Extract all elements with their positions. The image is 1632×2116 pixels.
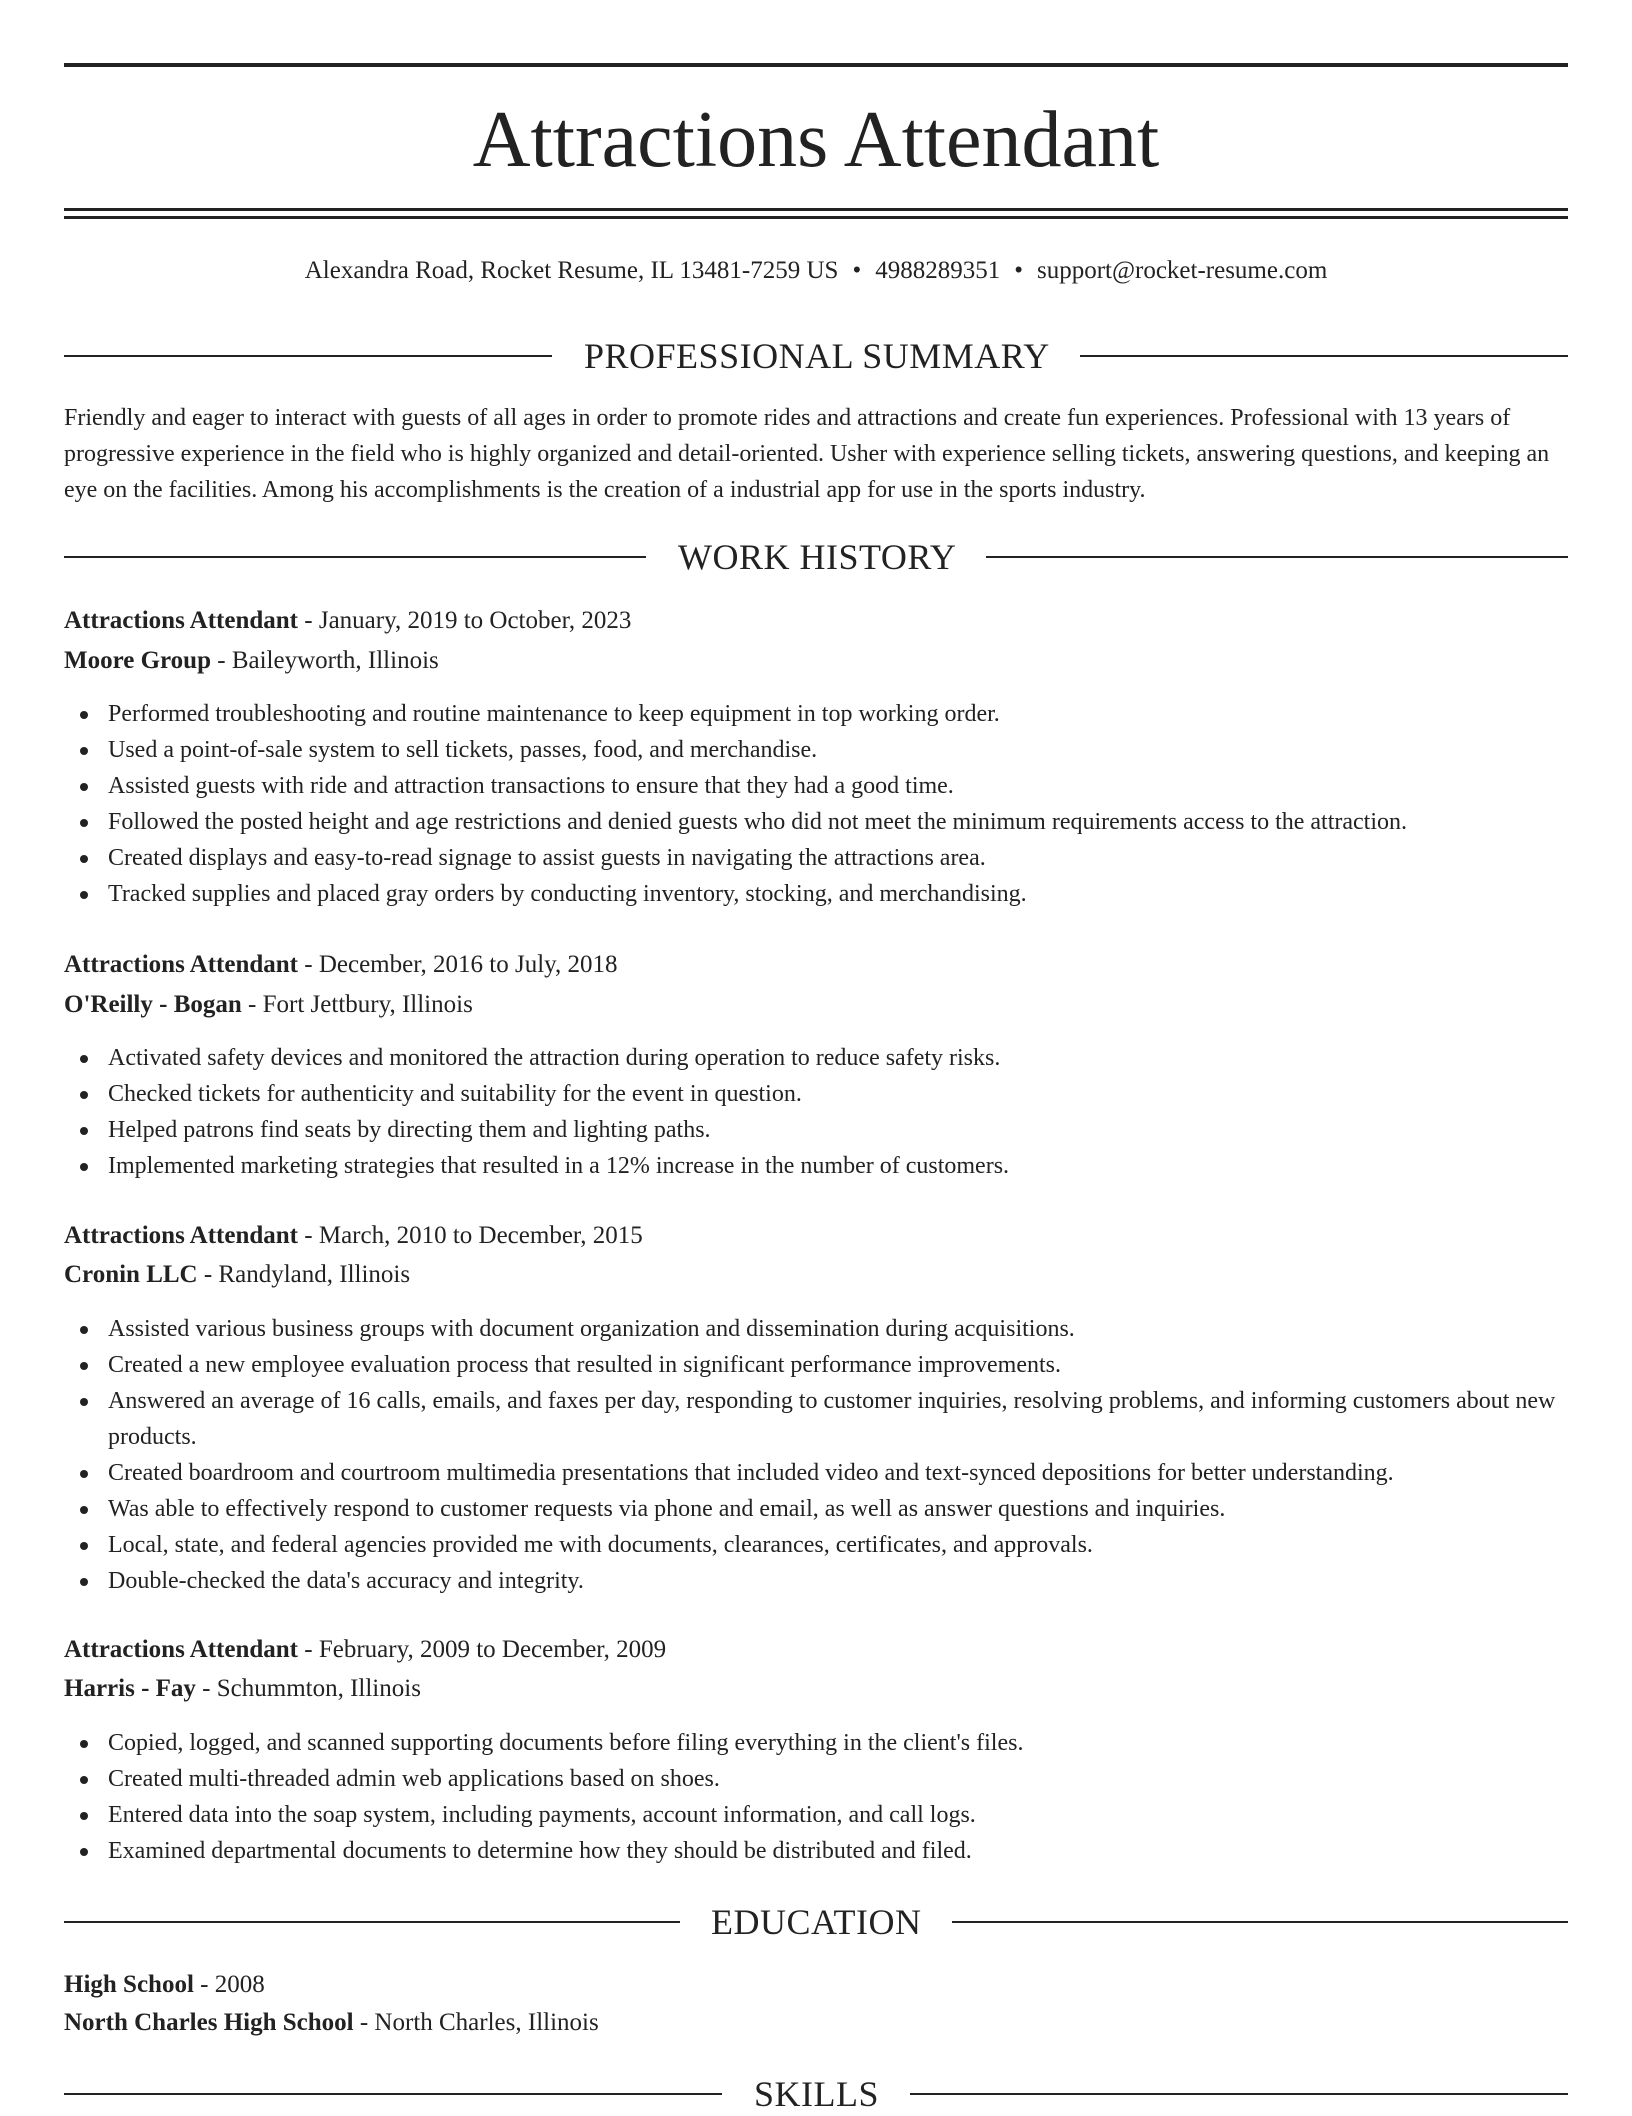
contact-phone: 4988289351 <box>875 257 1001 284</box>
list-item: Created multi-threaded admin web applications based on shoes. <box>64 1761 1576 1797</box>
job-title-line: Attractions Attendant - December, 2016 to July, 2018 <box>64 951 618 978</box>
list-item: Double-checked the data's accuracy and integrity. <box>64 1563 1576 1599</box>
job-company-line: Moore Group - Baileyworth, Illinois <box>64 647 439 674</box>
list-item: Answered an average of 16 calls, emails, and faxes per day, responding to customer inquiries, resolving problems, and informing customers about new products. <box>64 1383 1576 1455</box>
job-bullets <box>64 1725 1576 1869</box>
job-company-line: O'Reilly - Bogan - Fort Jettbury, Illinois <box>64 991 473 1018</box>
list-item: Entered data into the soap system, including payments, account information, and call logs. <box>64 1797 1576 1833</box>
job-bullets <box>64 1311 1576 1599</box>
list-item: Created a new employee evaluation process that resulted in significant performance improvements. <box>64 1347 1576 1383</box>
list-item: Checked tickets for authenticity and suitability for the event in question. <box>64 1076 1576 1112</box>
section-rule-left <box>64 355 552 357</box>
list-item: Implemented marketing strategies that resulted in a 12% increase in the number of customers. <box>64 1148 1576 1184</box>
page-title: Attractions Attendant <box>472 96 1160 184</box>
list-item: Copied, logged, and scanned supporting documents before filing everything in the client's files. <box>64 1725 1576 1761</box>
list-item: Tracked supplies and placed gray orders by conducting inventory, stocking, and merchandising. <box>64 876 1576 912</box>
job-title-line: Attractions Attendant - March, 2010 to December, 2015 <box>64 1222 643 1249</box>
section-rule-right <box>910 2093 1568 2095</box>
section-rule-right <box>952 1921 1568 1923</box>
section-rule-right <box>1080 355 1568 357</box>
list-item: Created boardroom and courtroom multimedia presentations that included video and text-synced depositions for better understanding. <box>64 1455 1576 1491</box>
job-company-line: Cronin LLC - Randyland, Illinois <box>64 1261 411 1288</box>
list-item: Helped patrons find seats by directing them and lighting paths. <box>64 1112 1576 1148</box>
list-item: Local, state, and federal agencies provided me with documents, clearances, certificates, and approvals. <box>64 1527 1576 1563</box>
list-item: Created displays and easy-to-read signage to assist guests in navigating the attractions area. <box>64 840 1576 876</box>
summary-section <box>0 0 1632 520</box>
job-title-line: Attractions Attendant - January, 2019 to October, 2023 <box>64 607 632 634</box>
contact-separator: • <box>852 257 862 284</box>
section-rule-left <box>64 556 646 558</box>
list-item: Performed troubleshooting and routine maintenance to keep equipment in top working order. <box>64 696 1576 732</box>
skills-heading: SKILLS <box>754 2074 880 2114</box>
education-heading: EDUCATION <box>711 1902 922 1942</box>
education-degree-line: High School - 2008 <box>64 1971 265 1998</box>
list-item: Examined departmental documents to determine how they should be distributed and filed. <box>64 1833 1576 1869</box>
list-item: Activated safety devices and monitored the attraction during operation to reduce safety risks. <box>64 1040 1576 1076</box>
list-item: Was able to effectively respond to customer requests via phone and email, as well as answer questions and inquiries. <box>64 1491 1576 1527</box>
section-rule-left <box>64 1921 680 1923</box>
contact-separator: • <box>1014 257 1023 284</box>
contact-email[interactable]: support@rocket-resume.com <box>1036 257 1328 284</box>
summary-heading: PROFESSIONAL SUMMARY <box>584 336 1050 376</box>
job-title-line: Attractions Attendant - February, 2009 to December, 2009 <box>64 1636 667 1663</box>
list-item: Used a point-of-sale system to sell tickets, passes, food, and merchandise. <box>64 732 1576 768</box>
summary-text: Friendly and eager to interact with guests of all ages in order to promote rides and attractions and create fun experiences. Professional with 13 years of progressive experience in the field who is highly organized and detail-oriented. Usher with experience selling tickets, answering questions, and keeping an eye on the facilities. Among his accomplishments is the creation of a industrial app for use in the sports industry. <box>64 405 1550 503</box>
contact-address: Alexandra Road, Rocket Resume, IL 13481-7259 US <box>304 257 839 284</box>
section-rule-right <box>986 556 1568 558</box>
section-rule-left <box>64 2093 722 2095</box>
job-company-line: Harris - Fay - Schummton, Illinois <box>64 1675 421 1702</box>
job-bullets <box>64 1040 1576 1184</box>
list-item: Followed the posted height and age restrictions and denied guests who did not meet the minimum requirements access to the attraction. <box>64 804 1576 840</box>
list-item: Assisted guests with ride and attraction transactions to ensure that they had a good time. <box>64 768 1576 804</box>
education-school-line: North Charles High School - North Charles, Illinois <box>64 2009 599 2036</box>
list-item: Assisted various business groups with document organization and dissemination during acquisitions. <box>64 1311 1576 1347</box>
job-bullets <box>64 696 1576 912</box>
work-heading: WORK HISTORY <box>678 537 957 577</box>
